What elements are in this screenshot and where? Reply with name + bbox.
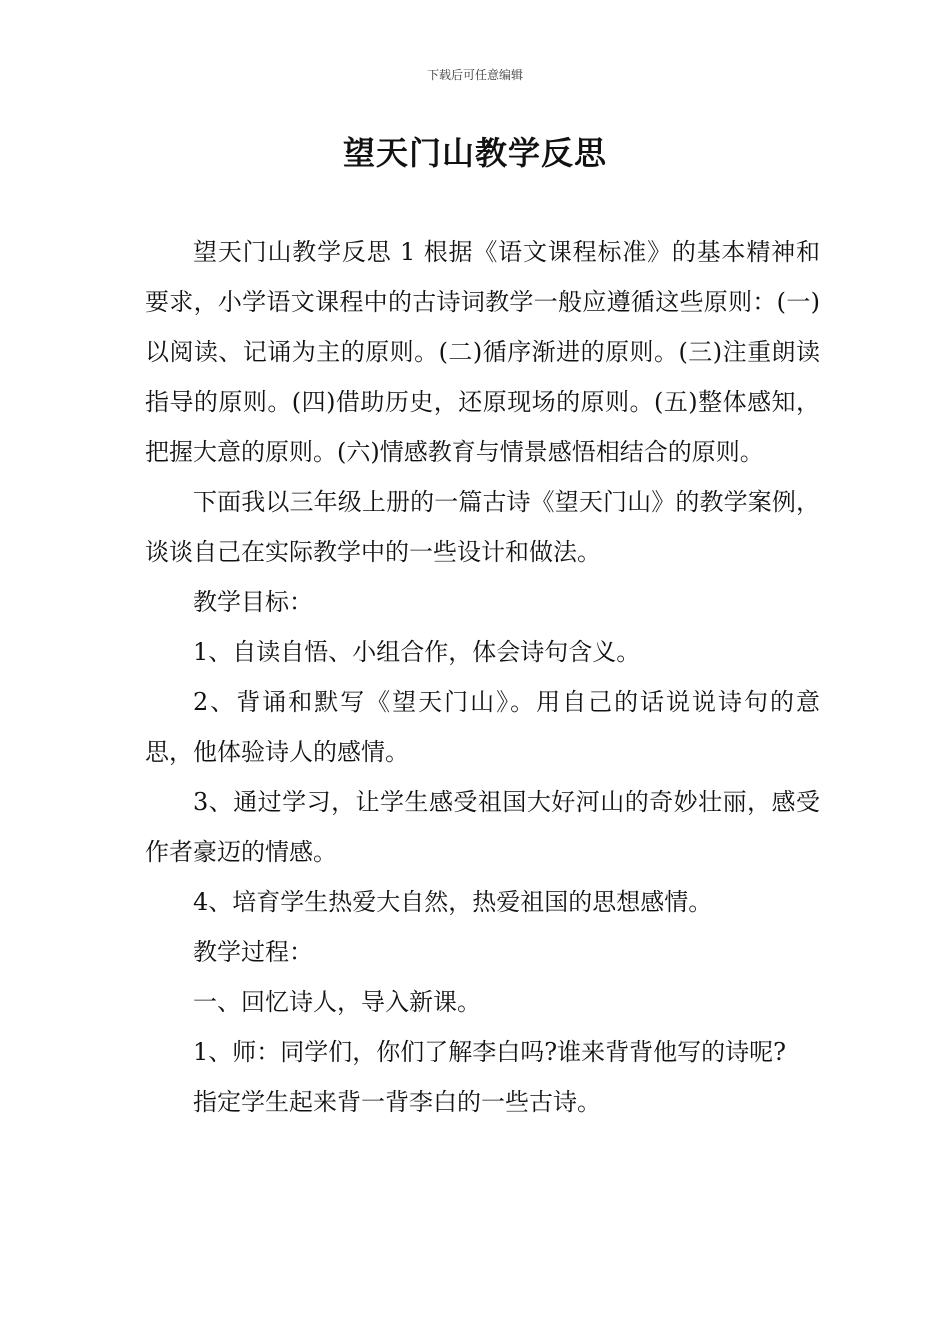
paragraph: 指定学生起来背一背李白的一些古诗。 xyxy=(193,1088,601,1116)
header-note: 下载后可任意编辑 xyxy=(426,68,523,82)
paragraph: 望天门山教学反思 1 根据《语文课程标准》的基本精神和要求，小学语文课程中的古诗词教学一般应遵循这些原则：(一)以阅读、记诵为主的原则。(二)循序渐进的原则。(三)注重朗读指导的原则。(四)借助历史，还原现场的原则。(五)整体感知，把握大意的原则。(六)情感教育与情景感悟相结合的原则。 xyxy=(145,238,820,466)
list-item: 1、师：同学们，你们了解李白吗?谁来背背他写的诗呢? xyxy=(193,1038,787,1066)
section-heading-process: 教学过程： xyxy=(193,938,313,966)
list-item: 2、背诵和默写《望天门山》。用自己的话说说诗句的意思，他体验诗人的感情。 xyxy=(145,688,820,766)
list-item: 1、自读自悟、小组合作，体会诗句含义。 xyxy=(193,638,641,666)
document-title: 望天门山教学反思 xyxy=(342,134,607,172)
list-item: 3、通过学习，让学生感受祖国大好河山的奇妙壮丽，感受作者豪迈的情感。 xyxy=(145,788,820,866)
document-body xyxy=(145,227,820,1127)
list-item: 4、培育学生热爱大自然，热爱祖国的思想感情。 xyxy=(193,888,713,916)
section-heading-objectives: 教学目标： xyxy=(193,588,313,616)
subsection-heading: 一、回忆诗人，导入新课。 xyxy=(193,988,481,1016)
paragraph: 下面我以三年级上册的一篇古诗《望天门山》的教学案例，谈谈自己在实际教学中的一些设计和做法。 xyxy=(145,488,820,566)
